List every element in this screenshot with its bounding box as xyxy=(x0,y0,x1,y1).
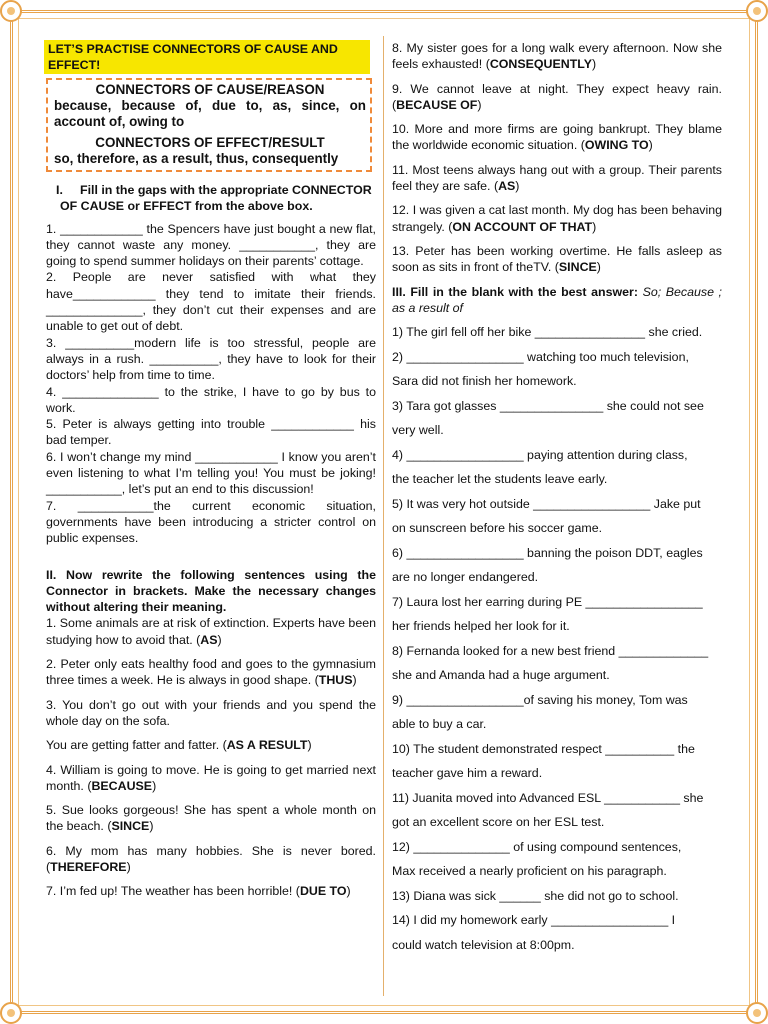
rewrite-item: 9. We cannot leave at night. They expect heavy rain. (BECAUSE OF) xyxy=(392,81,722,112)
fill-item: very well. xyxy=(392,423,444,438)
section-2-instruction: II. Now rewrite the following sentences using the Connector in brackets. Make the necessary changes without altering their meaning. xyxy=(46,567,376,615)
fill-item: 10) The student demonstrated respect __________ the xyxy=(392,741,695,756)
fill-item: Max received a nearly proficient on his paragraph. xyxy=(392,864,667,879)
exercise-item: 6. I won’t change my mind ____________ I know you aren’t even listening to what I’m telling you! You must be joking! ___________, let’s put an end to this discussion! xyxy=(46,449,376,497)
fill-item: able to buy a car. xyxy=(392,717,487,732)
worksheet-title: LET’S PRACTISE CONNECTORS OF CAUSE AND EFFECT! xyxy=(44,40,370,74)
section-3-instruction: III. Fill in the blank with the best answer: So; Because ; as a result of xyxy=(392,284,722,315)
fill-item: the teacher let the students leave early. xyxy=(392,472,608,487)
fill-item: 3) Tara got glasses _______________ she could not see xyxy=(392,398,704,413)
cause-list: because, because of, due to, as, since, on account of, owing to xyxy=(54,98,366,129)
exercise-item: 4. ______________ to the strike, I have to go by bus to work. xyxy=(46,384,376,415)
fill-item: 9) _________________of saving his money, Tom was xyxy=(392,692,688,707)
effect-title: CONNECTORS OF EFFECT/RESULT xyxy=(95,135,325,150)
rewrite-item: 2. Peter only eats healthy food and goes to the gymnasium three times a week. He is always in good shape. (THUS) xyxy=(46,657,376,688)
corner-ornament xyxy=(0,1002,22,1024)
fill-item: she and Amanda had a huge argument. xyxy=(392,668,610,683)
column-divider xyxy=(383,36,384,996)
fill-item: 2) _________________ watching too much television, xyxy=(392,349,689,364)
rewrite-item: 8. My sister goes for a long walk every afternoon. Now she feels exhausted! (CONSEQUENTLY) xyxy=(392,41,722,72)
rewrite-item: 13. Peter has been working overtime. He falls asleep as soon as sits in front of theTV. (SINCE) xyxy=(392,243,722,275)
fill-item: could watch television at 8:00pm. xyxy=(392,937,575,952)
section-1-instruction: I. Fill in the gaps with the appropriate CONNECTOR OF CAUSE or EFFECT from the above box. xyxy=(56,183,372,214)
fill-item: on sunscreen before his soccer game. xyxy=(392,521,603,536)
exercise-item: 2. People are never satisfied with what they have____________ they tend to imitate their friends. ______________, they don’t cut their expenses and are unable to get out of debt. xyxy=(46,270,376,334)
fill-item: 8) Fernanda looked for a new best friend _____________ xyxy=(392,643,709,658)
fill-item: teacher gave him a reward. xyxy=(392,766,543,781)
rewrite-item: 1. Some animals are at risk of extinction. Experts have been studying how to avoid that. (AS) xyxy=(46,616,376,647)
corner-ornament xyxy=(746,1002,768,1024)
fill-item: 14) I did my homework early _________________ I xyxy=(392,913,676,928)
effect-list: so, therefore, as a result, thus, consequently xyxy=(54,151,339,166)
exercise-item: 7. ___________the current economic situation, governments have been introducing a stricter control on public expenses. xyxy=(46,498,376,546)
rewrite-item: 3. You don’t go out with your friends and you spend the whole day on the sofa. xyxy=(46,697,376,728)
fill-item: 11) Juanita moved into Advanced ESL ___________ she xyxy=(392,790,704,805)
fill-item: 7) Laura lost her earring during PE _________________ xyxy=(392,594,703,609)
exercise-item: 5. Peter is always getting into trouble ____________ his bad temper. xyxy=(46,417,376,448)
corner-ornament xyxy=(0,0,22,22)
fill-item: 12) ______________ of using compound sentences, xyxy=(392,839,682,854)
rewrite-item: 6. My mom has many hobbies. She is never bored. (THEREFORE) xyxy=(46,843,376,874)
fill-item: 1) The girl fell off her bike ________________ she cried. xyxy=(392,325,703,340)
section-3-list xyxy=(392,320,722,957)
rewrite-item: You are getting fatter and fatter. (AS A RESULT) xyxy=(46,738,312,753)
fill-item: are no longer endangered. xyxy=(392,570,539,585)
exercise-item: 3. __________modern life is too stressful, people are always in a rush. __________, they have to look for their doctors’ help from time to time. xyxy=(46,335,376,383)
fill-item: 6) _________________ banning the poison DDT, eagles xyxy=(392,545,703,560)
connectors-box xyxy=(46,78,372,172)
cause-title: CONNECTORS OF CAUSE/REASON xyxy=(95,82,325,97)
rewrite-item: 4. William is going to move. He is going to get married next month. (BECAUSE) xyxy=(46,762,376,793)
fill-item: her friends helped her look for it. xyxy=(392,619,570,634)
fill-item: got an excellent score on her ESL test. xyxy=(392,815,605,830)
fill-item: 4) _________________ paying attention during class, xyxy=(392,447,688,462)
rewrite-item: 12. I was given a cat last month. My dog has been behaving strangely. (ON ACCOUNT OF THAT) xyxy=(392,203,722,234)
corner-ornament xyxy=(746,0,768,22)
fill-item: 5) It was very hot outside _________________ Jake put xyxy=(392,496,701,511)
fill-item: Sara did not finish her homework. xyxy=(392,374,577,389)
right-column xyxy=(392,40,722,957)
rewrite-item: 10. More and more firms are going bankrupt. They blame the worldwide economic situation. (OWING TO) xyxy=(392,122,722,153)
rewrite-item: 7. I’m fed up! The weather has been horrible! (DUE TO) xyxy=(46,884,351,899)
rewrite-item: 11. Most teens always hang out with a group. Their parents feel they are safe. (AS) xyxy=(392,162,722,194)
rewrite-item: 5. Sue looks gorgeous! She has spent a whole month on the beach. (SINCE) xyxy=(46,803,376,834)
left-column xyxy=(46,40,376,900)
fill-item: 13) Diana was sick ______ she did not go to school. xyxy=(392,888,679,903)
exercise-item: 1. ____________ the Spencers have just bought a new flat, they cannot waste any money. ___________, they are going to spend summer holidays on their parents’ cottage. xyxy=(46,221,376,269)
